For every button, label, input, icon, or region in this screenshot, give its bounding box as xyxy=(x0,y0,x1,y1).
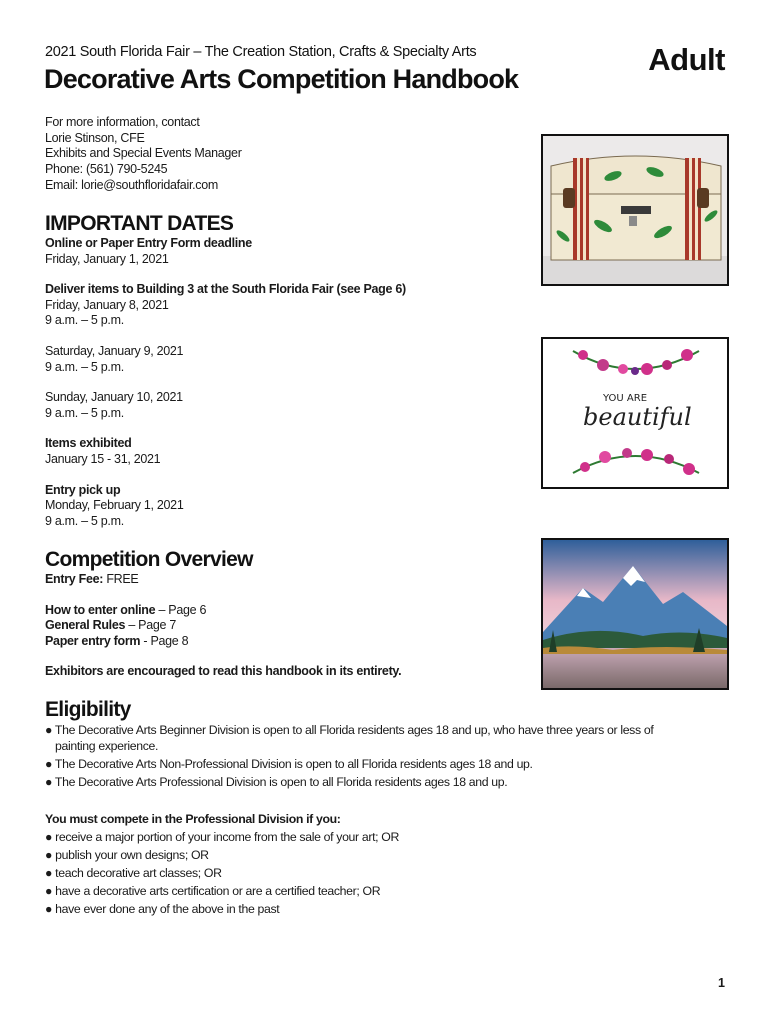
list-item: ● receive a major portion of your income from the sale of your art; OR xyxy=(45,830,400,844)
contact-email[interactable]: Email: lorie@southfloridafair.com xyxy=(45,177,218,192)
fee-label: Entry Fee: xyxy=(45,572,104,586)
list-item: ● have a decorative arts certification or are a certified teacher; OR xyxy=(45,884,381,898)
entry-deadline-date: Friday, January 1, 2021 xyxy=(45,251,169,266)
list-item: ● teach decorative art classes; OR xyxy=(45,866,222,880)
trunk-photo xyxy=(541,134,729,286)
page-number: 1 xyxy=(718,976,725,990)
important-dates-block xyxy=(45,236,406,529)
list-item: ● have ever done any of the above in the past xyxy=(45,902,280,916)
exhibited-dates: January 15 - 31, 2021 xyxy=(45,451,161,466)
fee-value: FREE xyxy=(103,572,139,586)
contact-line: For more information, contact xyxy=(45,115,200,129)
eligibility-list xyxy=(45,722,695,792)
overview-heading: Competition Overview xyxy=(45,548,253,571)
how-to-enter-page: – Page 6 xyxy=(155,602,207,617)
pickup-time: 9 a.m. – 5 p.m. xyxy=(45,513,124,528)
contact-block xyxy=(45,115,242,194)
list-item: ● The Decorative Arts Non-Professional Division is open to all Florida residents ages 18 and up. xyxy=(45,757,533,771)
audience-badge: Adult xyxy=(648,42,725,77)
deliver-time-3: 9 a.m. – 5 p.m. xyxy=(45,405,124,420)
pickup-label: Entry pick up xyxy=(45,482,121,497)
how-to-enter-label: How to enter online xyxy=(45,602,156,617)
overview-block xyxy=(45,572,401,680)
list-item: ● The Decorative Arts Beginner Division is open to all Florida residents ages 18 and up, who have three years or less of painting experience. xyxy=(45,723,654,753)
professional-heading: You must compete in the Professional Division if you: xyxy=(45,812,341,826)
paper-form-label: Paper entry form xyxy=(45,633,141,648)
deliver-day-3: Sunday, January 10, 2021 xyxy=(45,390,183,405)
page-title: Decorative Arts Competition Handbook xyxy=(44,64,519,94)
professional-division-block xyxy=(45,810,399,918)
deliver-day-2: Saturday, January 9, 2021 xyxy=(45,343,184,358)
important-dates-heading: IMPORTANT DATES xyxy=(45,212,234,235)
entry-deadline-label: Online or Paper Entry Form deadline xyxy=(45,236,252,250)
deliver-day-1: Friday, January 8, 2021 xyxy=(45,297,169,312)
mountain-landscape-painting xyxy=(541,538,729,690)
sign-line-2: beautiful xyxy=(583,403,692,431)
paper-form-page: - Page 8 xyxy=(140,633,189,648)
general-rules-label: General Rules xyxy=(45,618,126,633)
deliver-time-1: 9 a.m. – 5 p.m. xyxy=(45,313,124,328)
header-subtitle: 2021 South Florida Fair – The Creation Station, Crafts & Specialty Arts xyxy=(45,44,477,60)
exhibited-label: Items exhibited xyxy=(45,436,132,451)
contact-name: Lorie Stinson, CFE xyxy=(45,130,145,145)
deliver-time-2: 9 a.m. – 5 p.m. xyxy=(45,359,124,374)
deliver-label: Deliver items to Building 3 at the South Florida Fair (see Page 6) xyxy=(45,282,406,297)
eligibility-heading: Eligibility xyxy=(45,698,131,721)
general-rules-page: – Page 7 xyxy=(125,618,176,633)
read-handbook-note: Exhibitors are encouraged to read this handbook in its entirety. xyxy=(45,664,402,679)
list-item: ● The Decorative Arts Professional Division is open to all Florida residents ages 18 and up. xyxy=(45,775,508,789)
you-are-beautiful-painting xyxy=(541,337,729,489)
sign-line-1: YOU ARE xyxy=(603,393,648,404)
contact-phone: Phone: (561) 790-5245 xyxy=(45,162,168,177)
contact-role: Exhibits and Special Events Manager xyxy=(45,146,242,161)
pickup-date: Monday, February 1, 2021 xyxy=(45,498,184,513)
list-item: ● publish your own designs; OR xyxy=(45,848,209,862)
